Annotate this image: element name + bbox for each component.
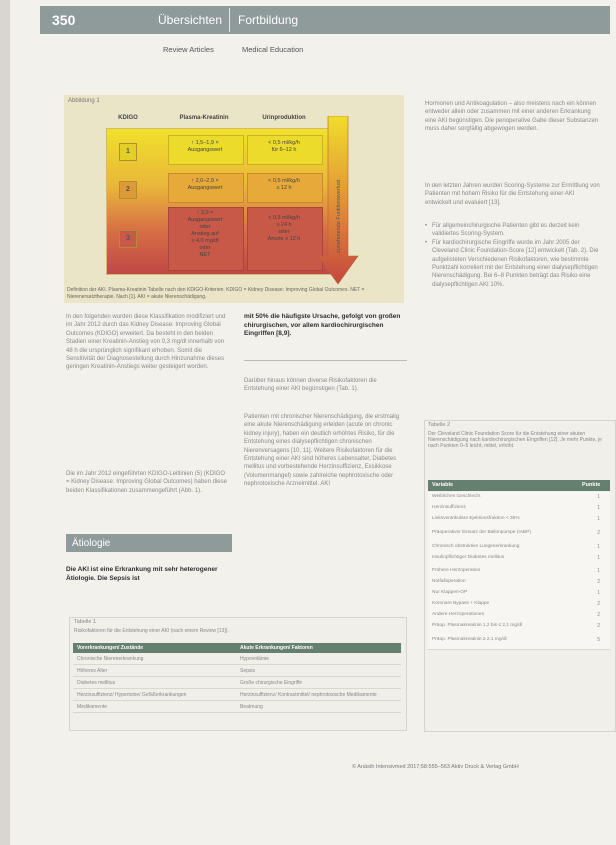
right-bullet-2: • Für kardiochirurgische Eingriffe wurde im Jahr 2005 der Cleveland Clinic Foundation-Score [12] entwickelt (Tab. 2). Die aufgelisteten Verschiedenen Risikofaktoren, wie bestimmte Punktzahl korreliert mit der Entstehung einer dialysepflichtigen Nierenschädigung. Bei 6–8 Punkten beträgt das Risiko eine dialysepflichtigen AKI 10%. (425, 239, 601, 289)
table1-cell-b: Sepsis (240, 668, 256, 674)
figure-caption: Definition der AKI. Plasma-Kreatinin Tabelle nach den KDIGO-Kriterien. KDIGO = Kidney Disease: Improving Global Outcomes. NET = Nierenersatztherapie. Nach [1]. AKI = akute Nierenschädigung. (67, 287, 365, 300)
left-para-1: In den folgenden wurden diese Klassifikation modifiziert und im Jahr 2012 durch das Kidney Disease: Improving Global Outcomes (KDIGO) erweitert. Da besteht in den beiden Stadien einer Kreatinin-Anstieg von 0,3 mg/dl innerhalb von 48 h die ursprünglich signifikant erhoben. Somit die Sensitivität der Diagnosestellung durch Hinzunahme dieses geringen Kreatinin-Anstiegs weiter gesteigert worden. (66, 314, 226, 371)
col-head-urine: Urinproduktion (262, 115, 306, 121)
table2-row (428, 514, 610, 529)
page-edge (0, 0, 10, 845)
table2-cell-factor: Notfalloperation (432, 579, 466, 584)
table1-cell-a: Höheres Alter (77, 668, 108, 674)
footer-copyright: © Anästh Intensivmed 2017;58:555–563 Aktiv Druck & Verlag GmbH (352, 764, 519, 770)
table1-row (73, 678, 401, 689)
header-sub-a: Review Articles (163, 45, 214, 54)
mid-divider (244, 360, 407, 361)
stage-3-creat-line-4: Anstieg auf (191, 231, 219, 237)
stage-3-urine-line-4: Anurie ≥ 12 h (267, 236, 301, 242)
table2-cell-factor: Andere Herzoperationen (432, 612, 485, 617)
mid-para-2: Patienten mit chronischer Nierenschädigung, die erstmalig eine akute Nierenschädigung erleiden (acute on chronic kidney injury), haben ein deutlich erhöhtes Risiko, für die Entstehung eines dialysepflichtigen chronischen Nierenversagens [10, 11]. Weitere Risikofaktoren für die Entstehung einer AKI sind höheres Lebensalter, Diabetes mellitus und vorbestehende Herzinsuffizienz, Exsikkose (Volumenmangel) sowie zahlreiche nephrotoxische oder nephrotoxische Arzneimittel. AKI (244, 414, 400, 488)
stage-1-box (119, 143, 137, 161)
stage-1-urine-line-2: für 6–12 h (271, 147, 297, 153)
stage-2-box (119, 181, 137, 199)
table2-label: Tabelle 2 (428, 422, 451, 428)
table1-cell-a: Diabetes mellitus (77, 680, 116, 686)
stage-3-urine-line-3: oder (278, 229, 290, 235)
stage-3-creat-line-5: ≥ 4,0 mg/dl (191, 238, 219, 244)
right-para-1: Hormonen und Antikoagulation – also meistens nach ein können entweder allein oder zusammen mit einer anderen Erkrankung eine AKI begünstigen. Die perioperative Gabe dieser Substanzen muss daher sorgfältig abgewogen werden. (425, 101, 599, 133)
stage-2-label: 2 (126, 186, 130, 193)
table2-caption: Der Cleveland Clinic Foundation Score für die Entstehung einer akuten Nierenschädigung nach kardiochirurgischen Eingriffen [12]. Je mehr Punkte, je nach Punkten 0–5 leicht, mittel, erhöht. (428, 431, 602, 449)
table2-cell-points: 2 (597, 612, 600, 618)
table2-col-points: Punkte (582, 482, 601, 488)
stage-3-urine-line-2: ≥ 24 h (276, 222, 292, 228)
table1-row (73, 690, 401, 701)
table2-cell-points: 1 (597, 494, 600, 500)
table1-row (73, 654, 401, 665)
table2-cell-factor: Nur Klappen-OP (432, 590, 468, 595)
table1-cell-a: Chronische Nierenerkrankung (77, 656, 144, 662)
table1-cell-b: Herzinsuffizienz/ Kontrastmittel/ nephrotoxische Medikamente (240, 692, 377, 698)
table2-cell-factor: Linksventrikuläre Ejektionsfraktion < 35% (432, 516, 520, 521)
header-sub-b: Medical Education (242, 45, 304, 54)
table2-cell-points: 1 (597, 505, 600, 511)
stage-3-urine-line-1: < 0,3 ml/kg/h (268, 215, 300, 221)
table2-cell-points: 2 (597, 579, 600, 585)
table2-cell-factor: Präop. Plasmakreatinin 1,2 bis ≤ 2,1 mg/dl (432, 623, 523, 628)
table2-cell-points: 1 (597, 555, 600, 561)
section-title: Ätiologie (72, 538, 111, 549)
table2-cell-factor: Frühere Herzoperation (432, 568, 481, 573)
header-divider (229, 8, 230, 32)
table2-col-factor: Variable (432, 482, 454, 488)
stage-1-creat-line-2: Ausgangswert (187, 147, 223, 153)
table2-cell-factor: Weibliches Geschlecht (432, 494, 481, 499)
table2-cell-points: 2 (597, 601, 600, 607)
table2-cell-factor: Präoperativer Einsatz der Ballonpumpe (IABP) (432, 530, 531, 535)
table1-row (73, 702, 401, 713)
figure-label: Abbildung 1 (68, 98, 100, 104)
mid-bold-lead: mit 50% die häufigste Ursache, gefolgt von großen chirurgischen, vor allem kardiochirurgischen Eingriffen [8,9]. (244, 313, 401, 338)
header-section-a: Übersichten (158, 13, 223, 27)
table1-col-b: Akute Erkrankungen/ Faktoren (240, 645, 313, 651)
right-bullets (425, 222, 601, 289)
page-number: 350 (52, 12, 76, 28)
table1-cell-b: Hypovolämie (240, 656, 269, 662)
table2-row (428, 635, 610, 650)
table1-caption: Risikofaktoren für die Entstehung einer AKI (nach einem Review [13]). (74, 628, 229, 634)
header-bar (40, 6, 610, 34)
table2-cell-factor: Präop. Plasmakreatinin ≥ 2,1 mg/dl (432, 637, 507, 642)
header-section-b: Fortbildung (238, 13, 299, 27)
table2-cell-points: 1 (597, 544, 600, 550)
stage-3-creat-line-7: NET (199, 252, 211, 258)
stage-3-creat-line-2: Ausgangswert (187, 217, 223, 223)
stage-2-creat-line-2: Ausgangswert (187, 185, 223, 191)
table2-cell-points: 5 (597, 637, 600, 643)
table2-row (428, 553, 610, 567)
stage-3-box (119, 230, 137, 248)
stage-3-creat-line-3: oder (199, 224, 211, 230)
arrow-label: zunehmende Funktionsverlust (336, 179, 342, 253)
table2-row (428, 528, 610, 543)
table2-cell-points: 1 (597, 590, 600, 596)
table2-cell-factor: Insulinpflichtiger Diabetes mellitus (432, 555, 505, 560)
table2-cell-points: 1 (597, 568, 600, 574)
col-head-kdigo: KDIGO (118, 115, 138, 121)
stage-1-label: 1 (126, 148, 130, 155)
table1-cell-a: Medikamente (77, 704, 108, 710)
mid-para-1: Darüber hinaus können diverse Risikofaktoren die Entstehung einer AKI begünstigen (Tab. 1). (244, 378, 377, 393)
table2-cell-points: 1 (597, 516, 600, 522)
stage-2-urine-line-1: < 0,5 ml/kg/h (268, 178, 300, 184)
table2-row (428, 621, 610, 636)
col-head-creatinine: Plasma-Kreatinin (179, 115, 229, 121)
table1-cell-b: Beatmung (240, 704, 263, 710)
table1-cell-a: Herzinsuffizienz/ Hypertonie/ Gefäßerkrankungen (77, 692, 187, 698)
table2-cell-factor: Koronare Bypass + Klappe (432, 601, 490, 606)
left-para-2: Die im Jahr 2012 eingeführten KDIGO-Leitlinien (5) (KDIGO = Kidney Disease: Improving Global Outcomes) haben diese beiden Klassifikationen zusammengeführt (Abb. 1). (66, 471, 227, 494)
table1-col-a: Vorerkrankungen/ Zustände (77, 645, 144, 651)
right-para-2: In den letzten Jahren wurden Scoring-Systeme zur Ermittlung von Patienten mit hohem Risiko für die Entstehung einer AKI entwickelt und evaluiert [13]. (425, 183, 600, 206)
stage-2-creat-line-1: ↑ 2,0–2,9 × (191, 178, 219, 184)
right-bullet-1: • Für allgemeinchirurgische Patienten gibt es derzeit kein validiertes Scoring-System. (425, 222, 601, 239)
table2-cell-points: 2 (597, 623, 600, 629)
table2-cell-points: 2 (597, 530, 600, 536)
table2-cell-factor: Chronisch obstruktive Lungenerkrankung (432, 544, 520, 549)
table1-label: Tabelle 1 (74, 619, 97, 625)
stage-1-creat-line-1: ↑ 1,5–1,9 × (191, 140, 219, 146)
stage-2-urine-line-2: ≥ 12 h (276, 185, 292, 191)
table1-cell-b: Große chirurgische Eingriffe (240, 680, 303, 686)
left-bold-lead: Die AKI ist eine Erkrankung mit sehr heterogener Ätiologie. Die Sepsis ist (66, 566, 218, 582)
stage-1-urine-line-1: < 0,5 ml/kg/h (268, 140, 300, 146)
table2-cell-factor: Herzinsuffizienz (432, 505, 466, 510)
stage-3-label: 3 (126, 235, 130, 242)
table1-row (73, 666, 401, 677)
stage-3-creat-line-1: ↑ 3,0 × (196, 210, 214, 216)
stage-3-creat-line-6: oder (199, 245, 211, 251)
